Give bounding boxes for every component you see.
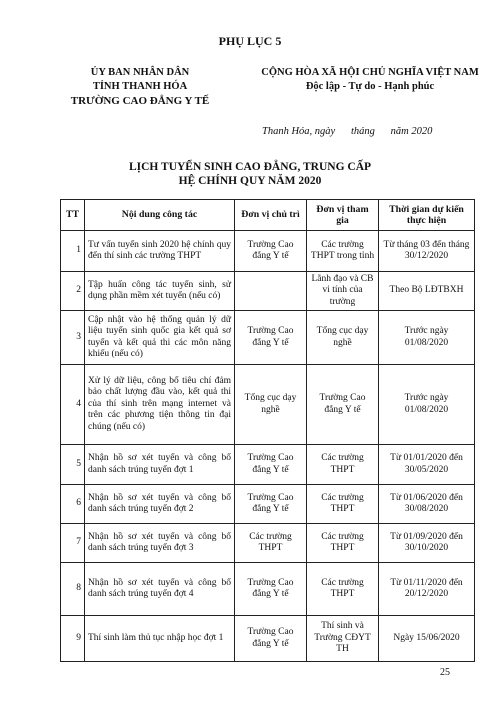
schedule-table	[60, 199, 475, 662]
table-row	[61, 563, 475, 616]
table-row	[61, 524, 475, 563]
table-row	[61, 231, 475, 272]
table-row	[61, 445, 475, 485]
row-lead-unit: Trường Cao đẳng Y tế	[235, 616, 307, 662]
row-content: Thí sinh làm thủ tục nhập học đợt 1	[85, 616, 235, 662]
row-lead-unit: Trường Cao đẳng Y tế	[235, 445, 307, 485]
place-date: Thanh Hóa, ngày tháng năm 2020	[262, 126, 433, 137]
row-number: 8	[61, 563, 85, 616]
row-lead-unit: Trường Cao đẳng Y tế	[235, 311, 307, 365]
row-lead-unit: Tổng cục dạy nghề	[235, 365, 307, 445]
header-tt: TT	[61, 200, 85, 231]
row-participating-unit: Trường Cao đẳng Y tế	[307, 365, 379, 445]
row-number: 5	[61, 445, 85, 485]
row-content: Tư vấn tuyển sinh 2020 hệ chính quy đến thí sinh các trường THPT	[85, 231, 235, 272]
row-content: Nhận hồ sơ xét tuyển và công bố danh sách trúng tuyển đợt 4	[85, 563, 235, 616]
row-participating-unit: Các trường THPT trong tỉnh	[307, 231, 379, 272]
header-time: Thời gian dự kiến thực hiện	[379, 200, 475, 231]
row-time: Ngày 15/06/2020	[379, 616, 475, 662]
table-row	[61, 272, 475, 311]
authority-line-3: TRƯỜNG CAO ĐẲNG Y TẾ	[70, 95, 210, 107]
row-number: 2	[61, 272, 85, 311]
authority-line-1: ỦY BAN NHÂN DÂN	[90, 67, 190, 78]
header-participating-unit: Đơn vị tham gia	[307, 200, 379, 231]
row-number: 4	[61, 365, 85, 445]
header-content: Nội dung công tác	[85, 200, 235, 231]
row-participating-unit: Các trường THPT	[307, 524, 379, 563]
row-lead-unit: Trường Cao đẳng Y tế	[235, 231, 307, 272]
page-number: 25	[440, 667, 450, 678]
document-title	[0, 160, 500, 188]
row-time: Theo Bộ LĐTBXH	[379, 272, 475, 311]
authority-line-2: TỈNH THANH HÓA	[92, 81, 188, 92]
row-content: Tập huấn công tác tuyển sinh, sử dụng phần mềm xét tuyển (nếu có)	[85, 272, 235, 311]
row-lead-unit: Trường Cao đẳng Y tế	[235, 485, 307, 524]
row-participating-unit: Các trường THPT	[307, 485, 379, 524]
row-time: Từ 01/11/2020 đến 20/12/2020	[379, 563, 475, 616]
row-time: Từ 01/09/2020 đến 30/10/2020	[379, 524, 475, 563]
row-participating-unit: Lãnh đạo và CB vi tính của trường	[307, 272, 379, 311]
row-content: Cập nhật vào hệ thống quản lý dữ liệu tuyển sinh quốc gia kết quả sơ tuyển và kết quả thi các môn năng khiếu (nếu có)	[85, 311, 235, 365]
row-number: 3	[61, 311, 85, 365]
motto: Độc lập - Tự do - Hạnh phúc	[305, 81, 435, 92]
national-motto	[245, 66, 495, 94]
header-lead-unit: Đơn vị chủ trì	[235, 200, 307, 231]
row-number: 6	[61, 485, 85, 524]
row-participating-unit: Các trường THPT	[307, 445, 379, 485]
row-time: Từ tháng 03 đến tháng 30/12/2020	[379, 231, 475, 272]
title-line-1: LỊCH TUYỂN SINH CAO ĐẲNG, TRUNG CẤP	[128, 161, 372, 173]
row-participating-unit: Thí sinh và Trường CĐYT TH	[307, 616, 379, 662]
appendix-title: PHỤ LỤC 5	[218, 34, 282, 48]
row-content: Nhận hồ sơ xét tuyển và công bố danh sách trúng tuyển đợt 1	[85, 445, 235, 485]
row-content: Nhận hồ sơ xét tuyển và công bố danh sách trúng tuyển đợt 3	[85, 524, 235, 563]
table-header-row	[61, 200, 475, 231]
row-lead-unit	[235, 272, 307, 311]
table-row	[61, 311, 475, 365]
table-row	[61, 616, 475, 662]
row-participating-unit: Tổng cục dạy nghề	[307, 311, 379, 365]
row-content: Nhận hồ sơ xét tuyển và công bố danh sách trúng tuyển đợt 2	[85, 485, 235, 524]
country-name: CỘNG HÒA XÃ HỘI CHỦ NGHĨA VIỆT NAM	[261, 67, 479, 78]
row-lead-unit: Trường Cao đẳng Y tế	[235, 563, 307, 616]
row-number: 1	[61, 231, 85, 272]
row-time: Trước ngày 01/08/2020	[379, 365, 475, 445]
issuing-authority	[40, 66, 240, 108]
row-time: Từ 01/01/2020 đến 30/05/2020	[379, 445, 475, 485]
row-time: Trước ngày 01/08/2020	[379, 311, 475, 365]
table-row	[61, 485, 475, 524]
row-number: 7	[61, 524, 85, 563]
row-number: 9	[61, 616, 85, 662]
row-participating-unit: Các trường THPT	[307, 563, 379, 616]
row-lead-unit: Các trường THPT	[235, 524, 307, 563]
table-row	[61, 365, 475, 445]
row-content: Xử lý dữ liệu, công bố tiêu chí đảm bảo chất lượng đầu vào, kết quả thi của thí sinh trên mạng internet và trên các phương tiện thông tin đại chúng (nếu có)	[85, 365, 235, 445]
title-line-2: HỆ CHÍNH QUY NĂM 2020	[178, 175, 322, 187]
row-time: Từ 01/06/2020 đến 30/08/2020	[379, 485, 475, 524]
